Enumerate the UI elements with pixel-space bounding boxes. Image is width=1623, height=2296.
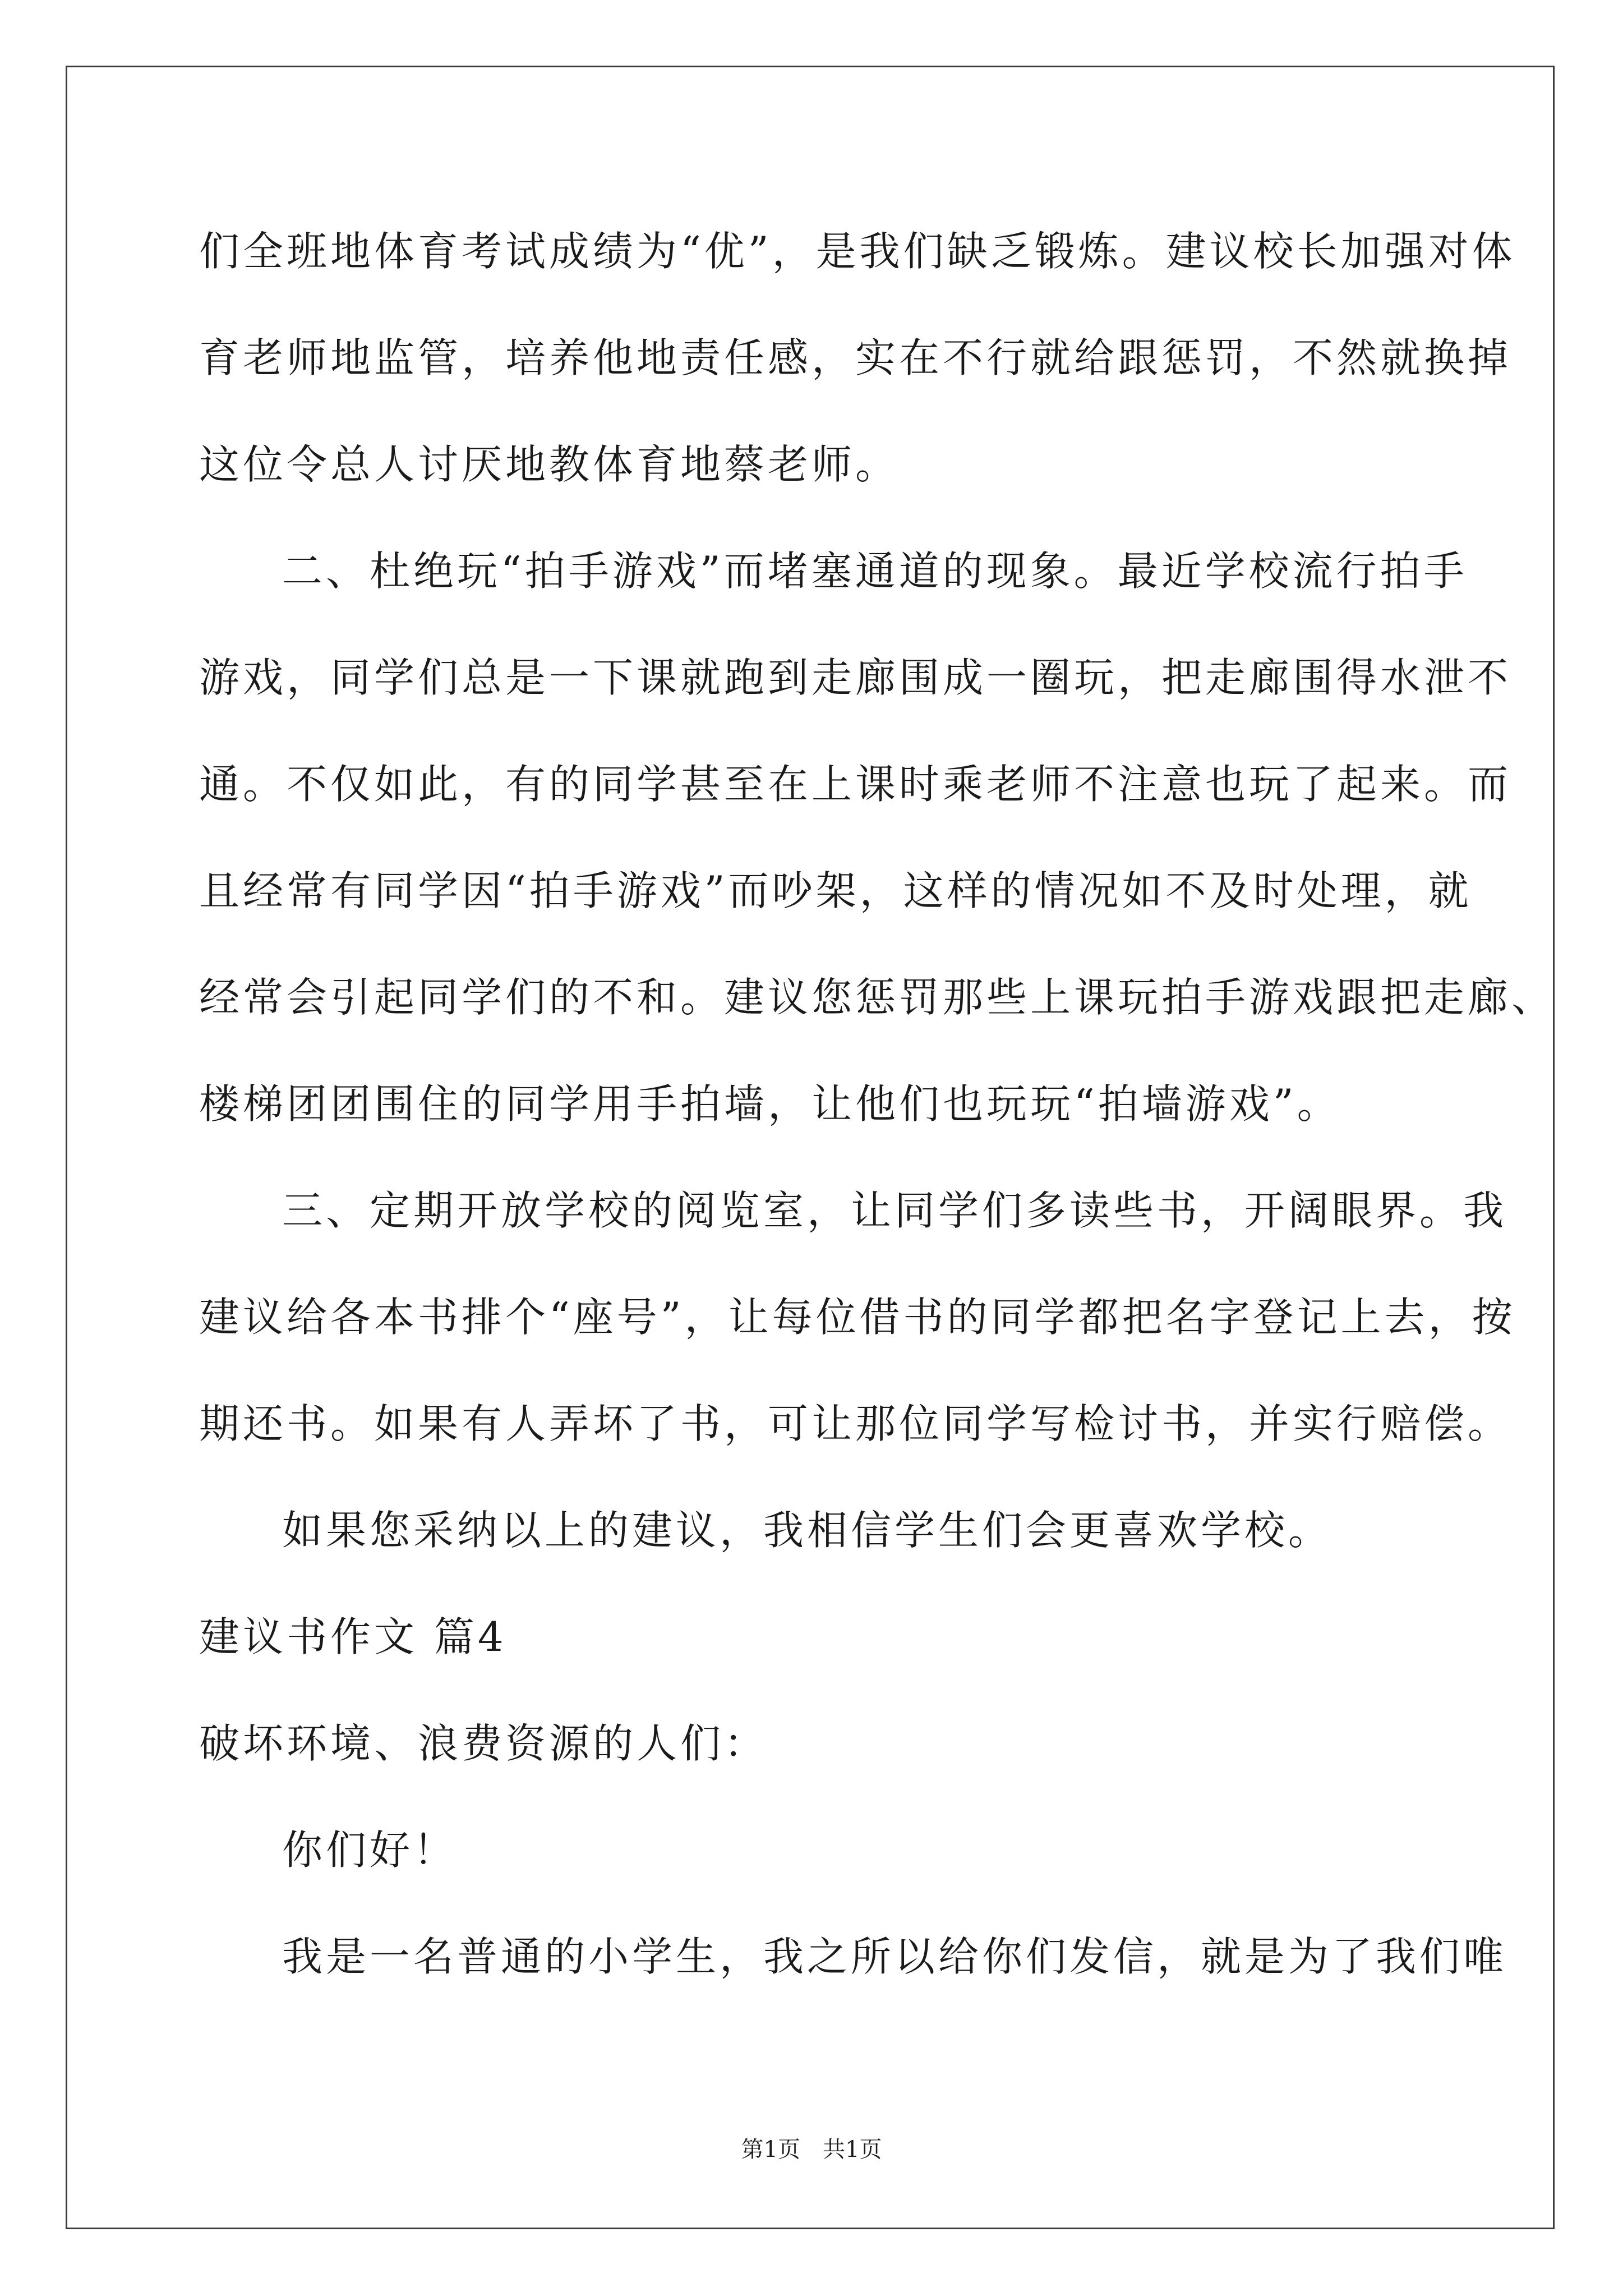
paragraph-line: 游戏，同学们总是一下课就跑到走廊围成一圈玩，把走廊围得水泄不 [199,654,1512,701]
page-number: 第1页 共1页 [741,2137,882,2162]
paragraph-line: 这位令总人讨厌地教体育地蔡老师。 [199,441,900,488]
paragraph-line: 且经常有同学因“拍手游戏”而吵架，这样的情况如不及时处理，就 [199,867,1472,914]
paragraph-line: 我是一名普通的小学生，我之所以给你们发信，就是为了我们唯 [282,1933,1507,1980]
paragraph-line: 如果您采纳以上的建议，我相信学生们会更喜欢学校。 [282,1507,1332,1554]
paragraph-line: 期还书。如果有人弄坏了书，可让那位同学写检讨书，并实行赔偿。 [199,1400,1512,1447]
greeting: 你们好！ [282,1826,458,1874]
paragraph-line: 二、杜绝玩“拍手游戏”而堵塞通道的现象。最近学校流行拍手 [282,547,1468,595]
page-border [66,66,1555,2229]
paragraph-line: 们全班地体育考试成绩为“优”，是我们缺乏锻炼。建议校长加强对体 [199,228,1516,275]
paragraph-line: 建议给各本书排个“座号”，让每位借书的同学都把名字登记上去，按 [199,1294,1516,1341]
paragraph-line: 通。不仅如此，有的同学甚至在上课时乘老师不注意也玩了起来。而 [199,761,1512,808]
paragraph-line: 楼梯团团围住的同学用手拍墙，让他们也玩玩“拍墙游戏”。 [199,1080,1341,1128]
paragraph-line: 育老师地监管，培养他地责任感，实在不行就给跟惩罚，不然就换掉 [199,334,1512,381]
section-heading: 建议书作文 篇4 [199,1613,507,1660]
paragraph-line: 经常会引起同学们的不和。建议您惩罚那些上课玩拍手游戏跟把走廊、 [199,974,1556,1021]
salutation: 破坏环境、浪费资源的人们： [199,1720,768,1767]
paragraph-line: 三、定期开放学校的阅览室，让同学们多读些书，开阔眼界。我 [282,1187,1507,1234]
